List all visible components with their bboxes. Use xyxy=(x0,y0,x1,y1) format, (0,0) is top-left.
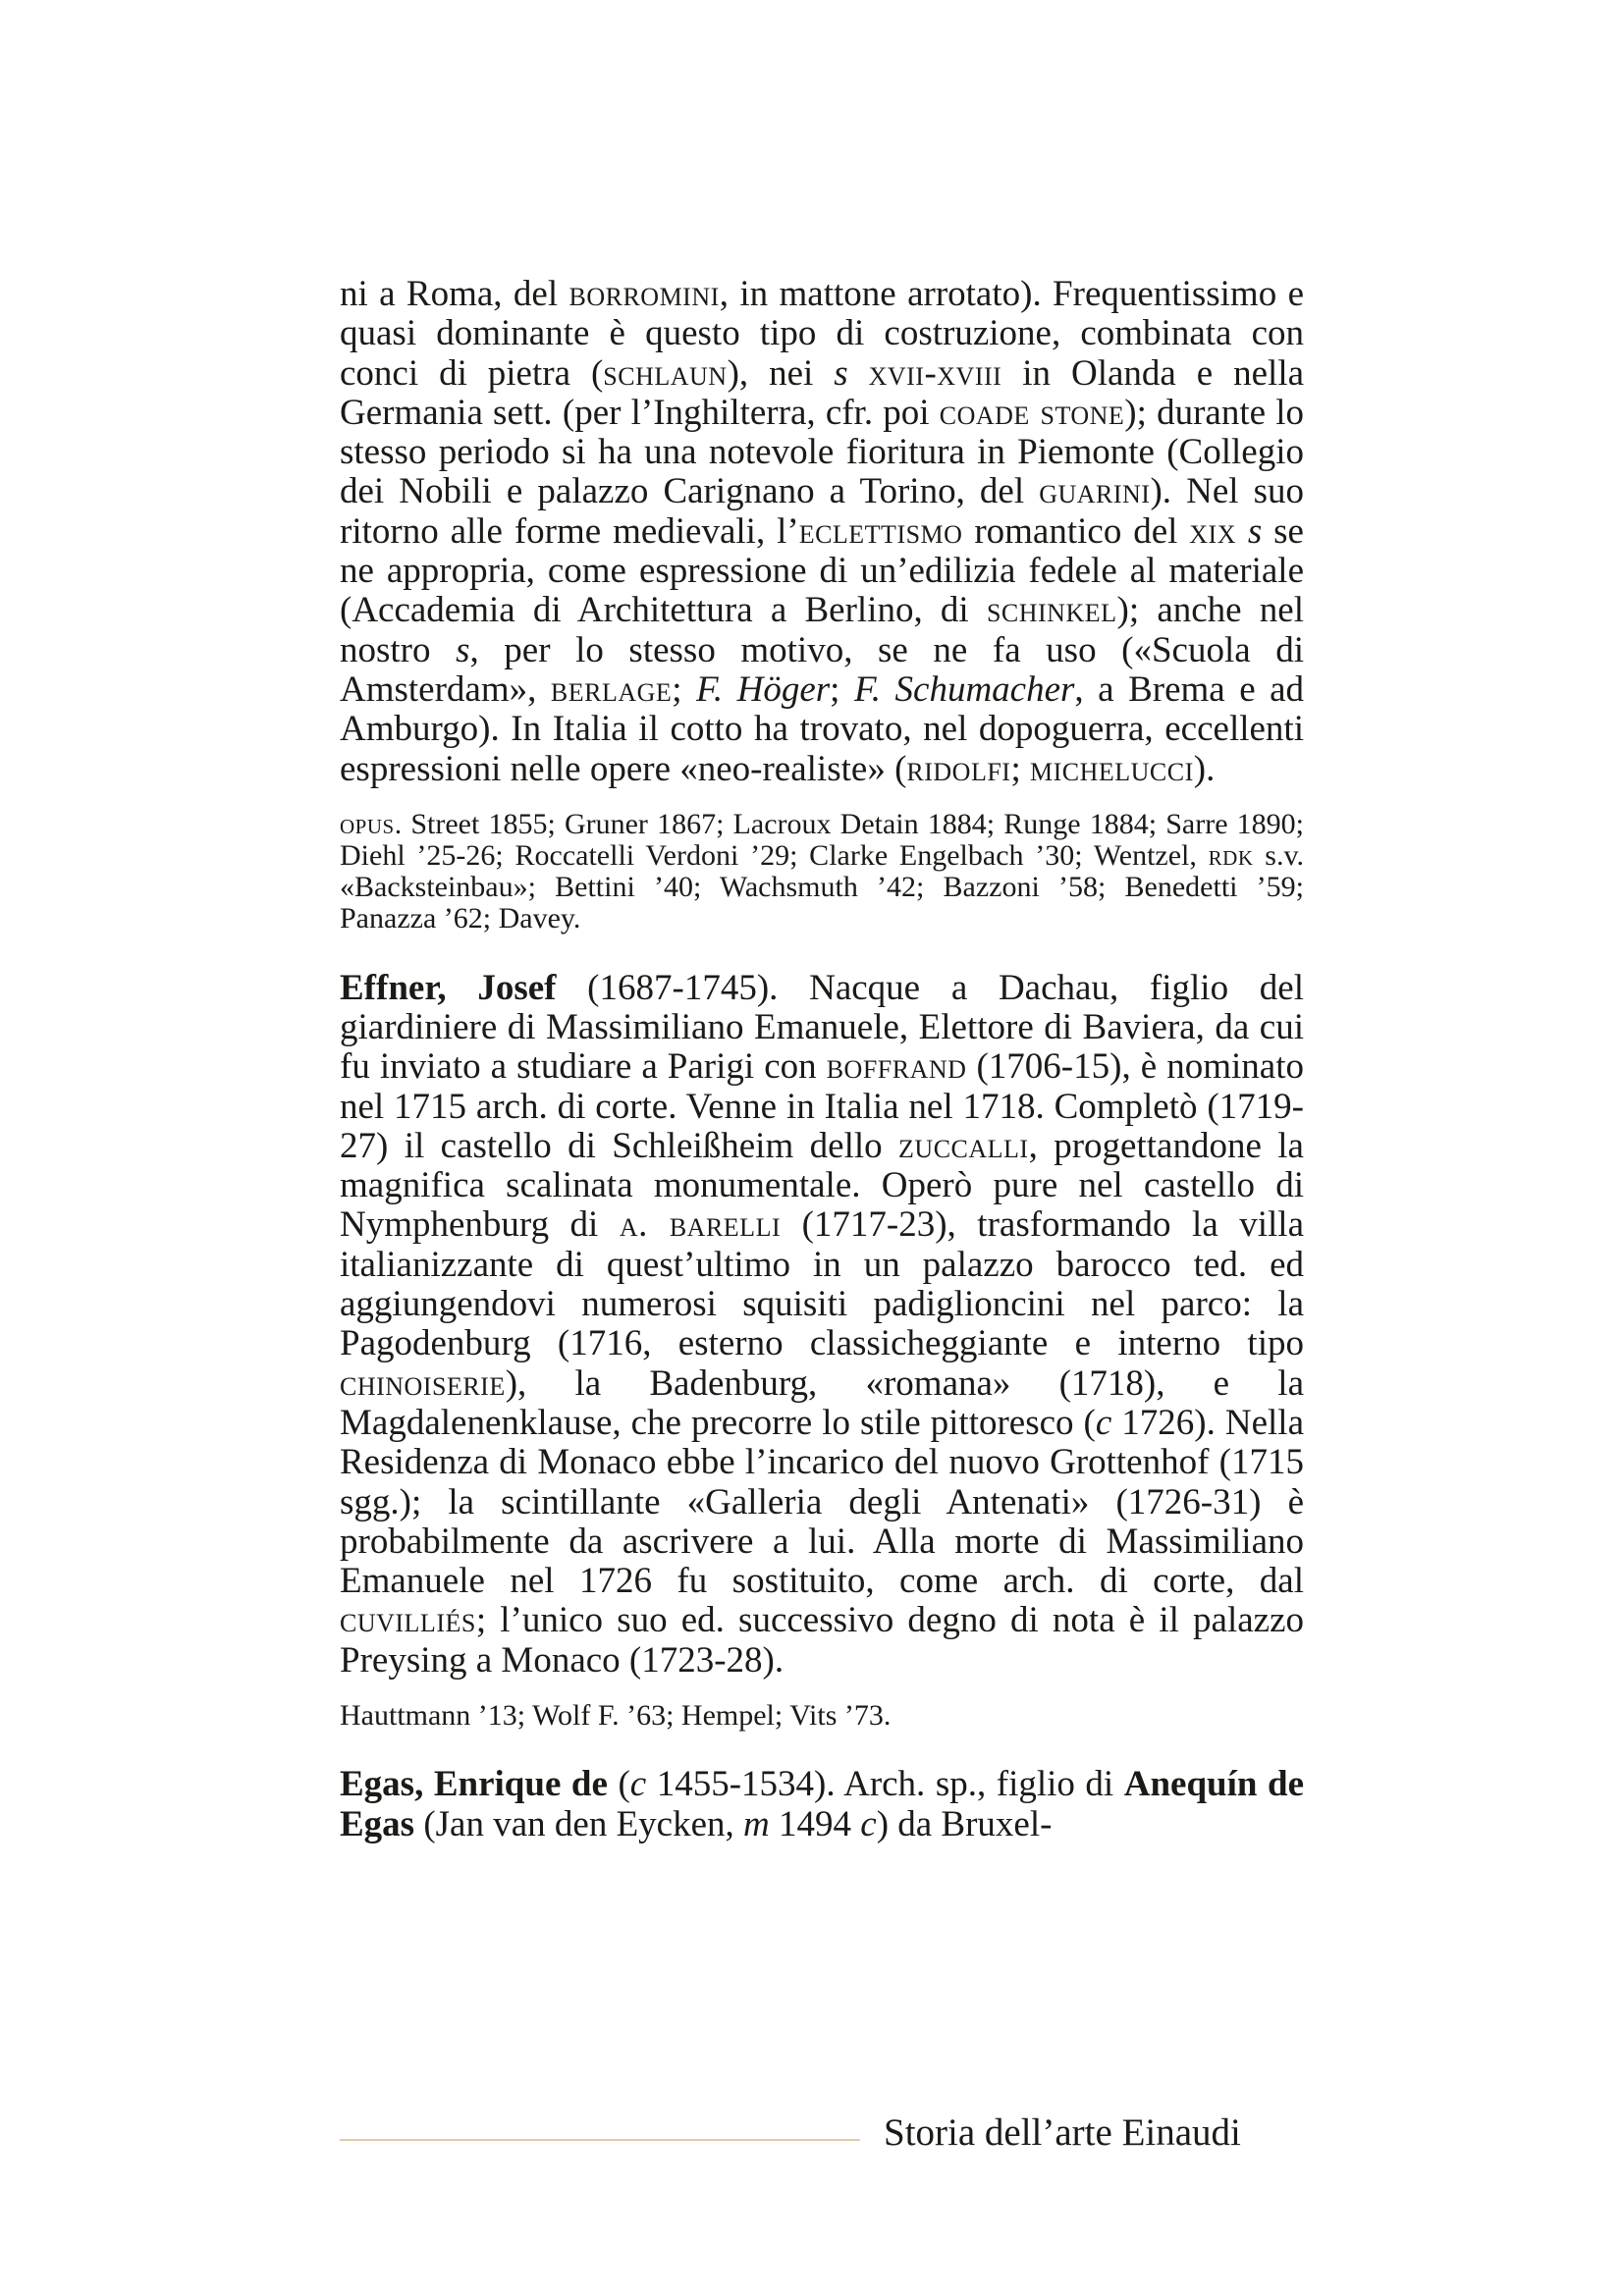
cross-ref-chinoiserie: chinoiserie xyxy=(340,1362,506,1404)
cross-ref-schinkel: schinkel xyxy=(986,590,1117,631)
person-name-hoger: F. Höger xyxy=(696,668,831,710)
abbr-secolo: s xyxy=(1247,510,1263,552)
spacer xyxy=(340,1681,1304,1700)
text-run: ), la Badenburg, «romana» (1718), e la Magdalenenklause, che precorre lo stile pittoresco ( xyxy=(340,1362,1304,1443)
text-run: (1706-15), è nominato nel 1715 arch. di corte. Venne in Italia nel 1718. Completò (1719-27) il castello di Schleißheim dello xyxy=(340,1046,1304,1166)
century-numeral: xix xyxy=(1189,510,1236,552)
text-run: ; xyxy=(830,668,854,710)
bibliography-effner xyxy=(340,1700,1304,1732)
text-run: se ne appropria, come espressione di un’edilizia fedele al materiale (Accademia di Architettura a Berlino, di xyxy=(340,510,1304,631)
entry-egas xyxy=(340,1765,1304,1844)
text-run: ( xyxy=(607,1764,630,1805)
text-run: (1687-1745). Nacque a Dachau, figlio del giardiniere di Massimiliano Emanuele, Elettore di Baviera, da cui fu inviato a studiare a Parigi con xyxy=(340,967,1304,1088)
text-run: 1494 xyxy=(769,1803,861,1844)
text-run: . Street 1855; Gruner 1867; Lacroux Detain 1884; Runge 1884; Sarre 1890; Diehl ’25-26; Roccatelli Verdoni ’29; Clarke Engelbach ’30; Wentzel, xyxy=(340,807,1304,873)
abbr-circa: c xyxy=(860,1803,877,1844)
abbr-circa: c xyxy=(1095,1402,1112,1443)
person-name-schumacher: F. Schumacher xyxy=(853,668,1075,710)
text-run: ). Nel suo ritorno alle forme medievali, l’ xyxy=(340,471,1304,552)
cross-ref-ridolfi: ridolfi xyxy=(906,748,1011,789)
cross-ref-coade-stone: coade stone xyxy=(939,392,1125,433)
text-run: , per lo stesso motivo, se ne fa uso («Scuola di Amsterdam», xyxy=(340,629,1305,710)
bibliography-cotto xyxy=(340,809,1304,935)
text-run: , in mattone arrotato). Frequentissimo e quasi dominante è questo tipo di costruzione, combinata con conci di pietra ( xyxy=(340,274,1304,394)
text-run: in Olanda e nella Germania sett. (per l’Inghilterra, cfr. poi xyxy=(340,352,1305,433)
abbr-rdk: rdk xyxy=(1208,839,1254,873)
cross-ref-berlage: berlage xyxy=(550,668,673,710)
person-name-anequin: Anequín de Egas xyxy=(340,1764,1305,1844)
text-run: (1717-23), trasformando la villa italianizzante di quest’ultimo in un palazzo barocco ted. ed aggiungendovi numerosi squisiti padiglioncini nel parco: la Pagodenburg (1716, esterno classicheggiante e interno tipo xyxy=(340,1204,1304,1364)
entry-effner xyxy=(340,969,1304,1681)
spacer xyxy=(340,935,1304,969)
abbr-secolo: s xyxy=(456,629,470,670)
text-run: 1455-1534). Arch. sp., figlio di xyxy=(646,1764,1124,1805)
spacer xyxy=(340,1732,1304,1765)
cross-ref-borromini: borromini xyxy=(568,274,720,314)
text-run: ; xyxy=(1010,748,1030,789)
text-run: ; l’unico suo ed. successivo degno di nota è il palazzo Preysing a Monaco (1723-28). xyxy=(340,1600,1304,1681)
page-text-column xyxy=(340,275,1304,1844)
text-run: ni a Roma, del xyxy=(340,274,569,314)
footer-publication-title: Storia dell’arte Einaudi xyxy=(884,2111,1241,2154)
text-run: ) da Bruxel- xyxy=(876,1803,1053,1844)
abbr-secolo: s xyxy=(834,352,848,394)
text-run: , progettandone la magnifica scalinata monumentale. Operò pure nel castello di Nymphenburg di xyxy=(340,1125,1304,1246)
cross-ref-guarini: guarini xyxy=(1039,471,1151,512)
text-run: ). xyxy=(1193,748,1216,789)
century-numeral: xvii-xviii xyxy=(868,352,1002,394)
entry-headword: Effner, Josef xyxy=(340,967,557,1008)
entry-headword: Egas, Enrique de xyxy=(340,1764,608,1805)
cross-ref-eclettismo: eclettismo xyxy=(798,510,963,552)
abbr-opus: opus xyxy=(340,807,395,840)
text-run: , a Brema e ad Amburgo). In Italia il cotto ha trovato, nel dopoguerra, eccellenti espressioni nelle opere «neo-realiste» ( xyxy=(340,668,1305,789)
spacer xyxy=(340,789,1304,809)
cross-ref-boffrand: boffrand xyxy=(826,1046,967,1088)
cross-ref-michelucci: michelucci xyxy=(1029,748,1194,789)
abbr-circa: c xyxy=(629,1764,647,1805)
cross-ref-barelli: a. barelli xyxy=(619,1204,782,1246)
text-run: ); anche nel nostro xyxy=(340,590,1304,670)
text-run: (Jan van den Eycken, xyxy=(414,1803,744,1844)
entry-continuation-paragraph xyxy=(340,275,1304,789)
text-run xyxy=(1236,511,1248,552)
text-run: 1726). Nella Residenza di Monaco ebbe l’incarico del nuovo Grottenhof (1715 sgg.); la scintillante «Galleria degli Antenati» (1726-31) è probabilmente da ascrivere a lui. Alla morte di Massimiliano Emanuele nel 1726 fu sostituito, come arch. di corte, dal xyxy=(340,1402,1305,1602)
text-run: ), nei xyxy=(727,352,835,394)
text-run: s.v. «Backsteinbau»; Bettini ’40; Wachsmuth ’42; Bazzoni ’58; Benedetti ’59; Panazza ’62; Davey. xyxy=(340,839,1304,935)
footer-rule xyxy=(340,2139,860,2141)
text-run: Hauttmann ’13; Wolf F. ’63; Hempel; Vits ’73. xyxy=(340,1699,892,1733)
text-run: ; xyxy=(672,668,697,710)
text-run: ); durante lo stesso periodo si ha una notevole fioritura in Piemonte (Collegio dei Nobili e palazzo Carignano a Torino, del xyxy=(340,392,1304,512)
cross-ref-cuvillies: cuvilliés xyxy=(340,1600,476,1641)
cross-ref-schlaun: schlaun xyxy=(603,352,728,394)
text-run: romantico del xyxy=(962,510,1190,552)
cross-ref-zuccalli: zuccalli xyxy=(898,1125,1029,1166)
abbr-morto: m xyxy=(743,1803,770,1844)
